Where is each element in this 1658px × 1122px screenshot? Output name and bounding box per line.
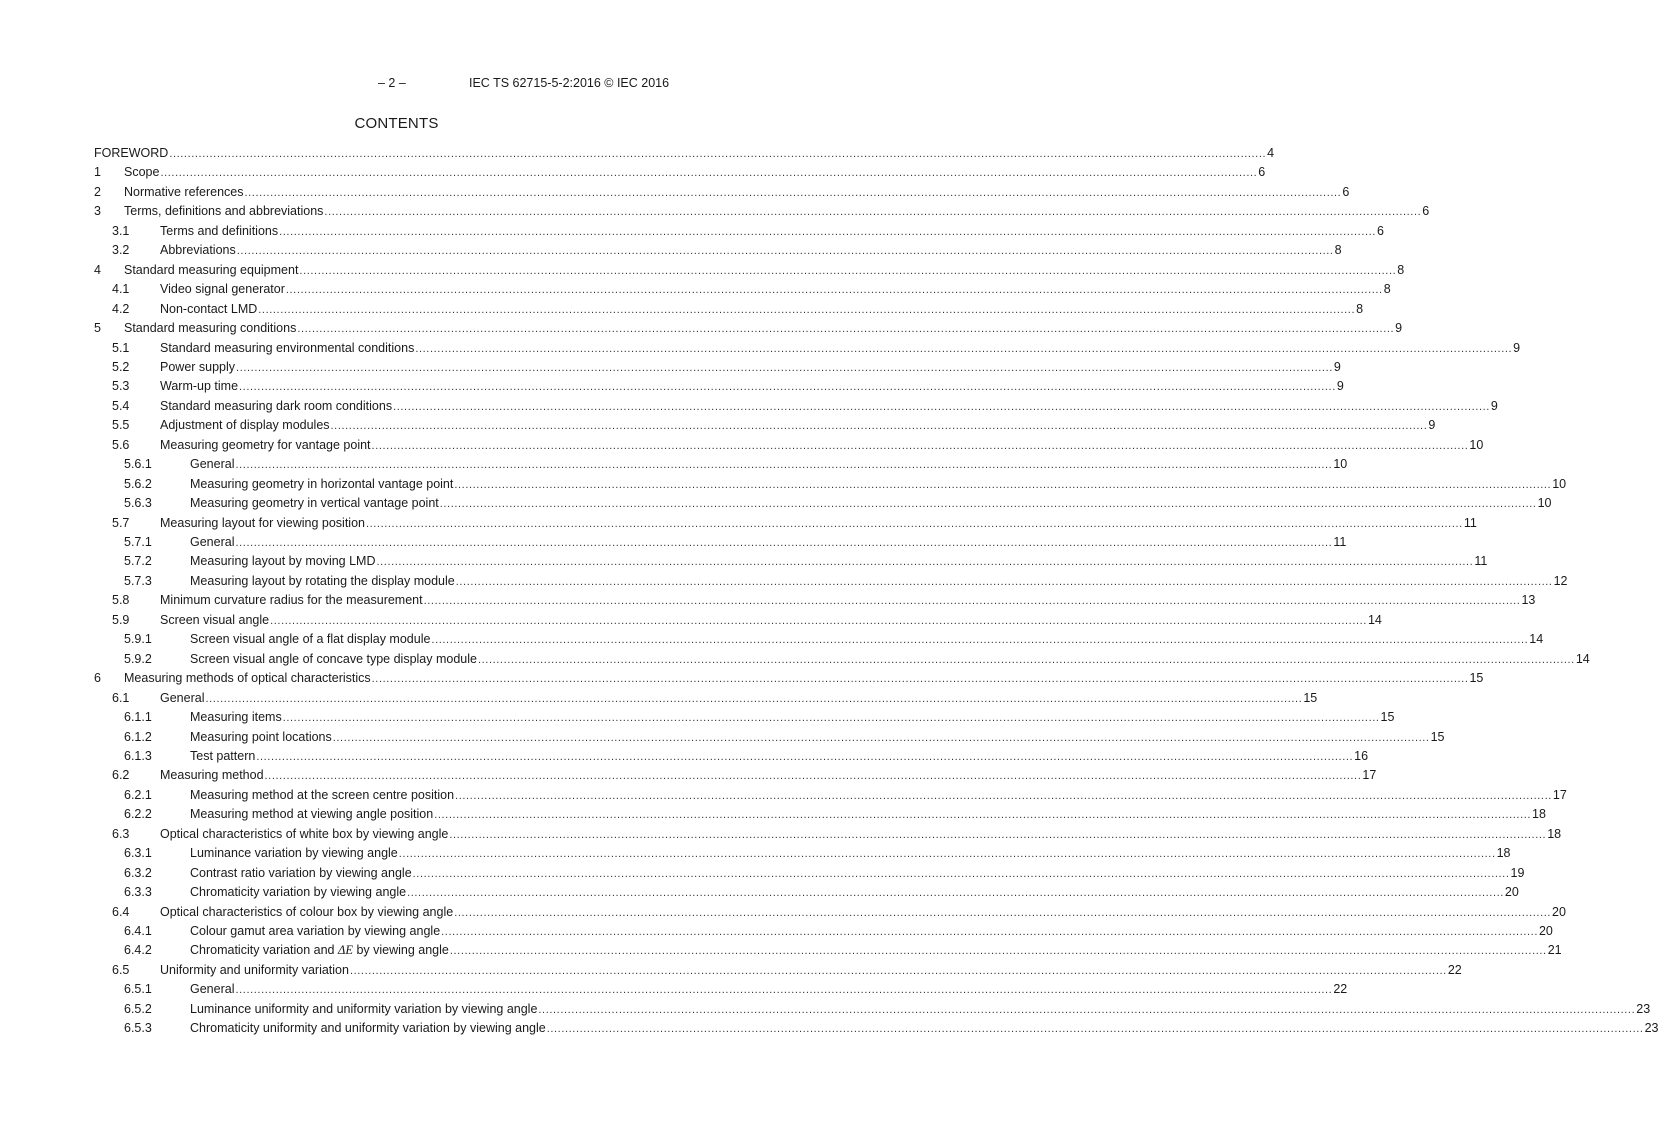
dot-leader: ............................................................................................................................................................................................................................................................................................................ [439, 498, 1537, 511]
toc-entry-page: 6 [1376, 223, 1384, 238]
document-identifier: IEC TS 62715-5-2:2016 © IEC 2016 [469, 76, 670, 90]
toc-entry-number: 5.6 [112, 437, 130, 452]
toc-entry-number: 4.2 [112, 301, 130, 316]
dot-leader: ............................................................................................................................................................................................................................................................................................................ [235, 537, 1333, 549]
toc-entry-title: Scope [124, 165, 160, 180]
page-number: – 2 – [378, 76, 406, 90]
dot-leader: ............................................................................................................................................................................................................................................................................................................ [264, 770, 1362, 783]
dot-leader: ............................................................................................................................................................................................................................................................................................................ [376, 556, 1474, 569]
dot-leader: ............................................................................................................................................................................................................................................................................................................ [371, 673, 1469, 686]
toc-entry-title: FOREWORD [94, 146, 169, 160]
toc-entry-page: 8 [1356, 301, 1364, 316]
dot-leader: ............................................................................................................................................................................................................................................................................................................ [299, 264, 1397, 277]
dot-leader: ............................................................................................................................................................................................................................................................................................................ [282, 712, 1380, 724]
toc-entry[interactable] [0, 222, 1384, 240]
toc-entry[interactable] [0, 786, 1567, 804]
toc-entry[interactable] [0, 689, 1318, 707]
toc-entry-page: 9 [1513, 340, 1521, 355]
toc-entry-title: Measuring method at viewing angle position [190, 807, 434, 822]
toc-entry-title: Standard measuring environmental conditions [160, 340, 415, 355]
toc-entry[interactable] [0, 611, 1382, 629]
dot-leader: ............................................................................................................................................................................................................................................................................................................ [455, 789, 1552, 802]
contents-heading: CONTENTS [354, 115, 439, 132]
toc-entry-number: 4 [94, 262, 101, 277]
toc-entry-number: 5.9.1 [124, 632, 152, 647]
toc-entry-page: 9 [1428, 418, 1436, 433]
toc-entry-title: Measuring methods of optical characteristics [124, 671, 371, 686]
dot-leader: ............................................................................................................................................................................................................................................................................................................ [332, 731, 1430, 744]
toc-entry-number: 5.3 [112, 379, 130, 394]
dot-leader: ............................................................................................................................................................................................................................................................................................................ [236, 245, 1334, 258]
toc-entry-number: 5.5 [112, 418, 130, 433]
toc-entry-number: 6.5.3 [124, 1021, 152, 1036]
toc-entry-page: 21 [1547, 943, 1562, 958]
toc-entry-number: 5.8 [112, 593, 130, 608]
toc-entry-title: Contrast ratio variation by viewing angle [190, 865, 412, 880]
toc-entry-title: Standard measuring dark room conditions [160, 398, 393, 413]
toc-entry-title: General [190, 535, 235, 549]
dot-leader: ............................................................................................................................................................................................................................................................................................................ [244, 186, 1342, 199]
toc-entry-number: 5 [94, 321, 101, 335]
toc-entry-number: 6.5.2 [124, 1001, 152, 1016]
toc-entry-page: 8 [1397, 262, 1405, 277]
toc-entry-number: 6.3 [112, 826, 130, 841]
dot-leader: ............................................................................................................................................................................................................................................................................................................ [205, 692, 1303, 705]
toc-entry[interactable] [0, 805, 1546, 823]
dot-leader: ............................................................................................................................................................................................................................................................................................................ [455, 575, 1553, 588]
toc-entry-title: Terms, definitions and abbreviations [124, 204, 324, 219]
toc-entry-number: 6.2.2 [124, 807, 152, 822]
toc-entry[interactable] [0, 1019, 1658, 1037]
dot-leader: ............................................................................................................................................................................................................................................................................................................ [434, 809, 1532, 822]
toc-entry[interactable] [0, 922, 1553, 940]
toc-entry[interactable] [0, 533, 1347, 551]
toc-entry-page: 10 [1552, 476, 1567, 491]
toc-entry-number: 6.4.1 [124, 924, 152, 938]
toc-entry[interactable] [0, 300, 1364, 318]
toc-entry-page: 14 [1575, 651, 1590, 666]
toc-entry[interactable] [0, 494, 1552, 512]
dot-leader: ............................................................................................................................................................................................................................................................................................................ [324, 206, 1422, 219]
toc-entry-title: Warm-up time [160, 379, 239, 394]
toc-entry[interactable] [0, 358, 1341, 376]
dot-leader: ............................................................................................................................................................................................................................................................................................................ [169, 148, 1267, 160]
dot-leader: ............................................................................................................................................................................................................................................................................................................ [256, 750, 1354, 763]
toc-entry[interactable] [0, 436, 1484, 454]
dot-leader: ............................................................................................................................................................................................................................................................................................................ [160, 167, 1258, 180]
toc-entry-title: Measuring layout by moving LMD [190, 554, 376, 569]
dot-leader: ............................................................................................................................................................................................................................................................................................................ [279, 225, 1376, 238]
toc-entry[interactable] [0, 572, 1568, 590]
toc-entry-number: 3.1 [112, 223, 130, 238]
dot-leader: ............................................................................................................................................................................................................................................................................................................ [415, 342, 1513, 355]
dot-leader: ............................................................................................................................................................................................................................................................................................................ [239, 381, 1336, 394]
toc-entry-title: Measuring method [160, 768, 264, 783]
toc-entry[interactable] [0, 183, 1350, 201]
toc-entry[interactable] [0, 377, 1344, 395]
toc-entry[interactable] [0, 708, 1395, 726]
toc-entry[interactable] [0, 144, 1275, 162]
toc-entry-page: 11 [1474, 554, 1488, 569]
toc-entry-number: 5.6.3 [124, 496, 152, 511]
toc-entry-page: 20 [1538, 924, 1553, 938]
toc-entry-title: Chromaticity variation by viewing angle [190, 885, 407, 900]
toc-entry-page: 4 [1267, 146, 1275, 160]
toc-entry-number: 6.3.1 [124, 846, 152, 861]
toc-entry-page: 23 [1644, 1021, 1658, 1036]
toc-entry-number: 3 [94, 204, 101, 219]
dot-leader: ............................................................................................................................................................................................................................................................................................................ [412, 867, 1510, 880]
toc-entry[interactable] [0, 883, 1519, 901]
toc-entry-number: 5.9.2 [124, 651, 152, 666]
toc-entry-title: Standard measuring conditions [124, 321, 297, 335]
toc-entry-title: Standard measuring equipment [124, 262, 299, 277]
toc-entry-page: 6 [1422, 204, 1430, 219]
toc-entry-page: 8 [1334, 243, 1342, 258]
toc-entry-page: 11 [1463, 515, 1477, 530]
dot-leader: ............................................................................................................................................................................................................................................................................................................ [407, 887, 1504, 900]
toc-entry-number: 5.2 [112, 359, 130, 374]
dot-leader: ............................................................................................................................................................................................................................................................................................................ [365, 517, 1463, 530]
toc-entry-number: 6.5 [112, 962, 130, 977]
toc-entry-page: 18 [1496, 846, 1511, 861]
dot-leader: ............................................................................................................................................................................................................................................................................................................ [236, 361, 1333, 374]
dot-leader: ............................................................................................................................................................................................................................................................................................................ [441, 926, 1538, 938]
toc-entry-page: 22 [1333, 982, 1348, 997]
toc-entry[interactable] [0, 1000, 1651, 1018]
toc-entry-number: 6.2 [112, 768, 130, 783]
toc-entry-title: Adjustment of display modules [160, 418, 330, 433]
toc-entry-number: 6.1.1 [124, 710, 152, 724]
toc-entry-title: Luminance uniformity and uniformity variation by viewing angle [190, 1001, 538, 1016]
toc-entry-number: 2 [94, 184, 101, 199]
toc-entry-number: 6.3.3 [124, 885, 152, 900]
toc-entry-page: 20 [1504, 885, 1519, 900]
toc-entry-page: 16 [1354, 748, 1369, 763]
toc-entry-title: Measuring method at the screen centre position [190, 787, 455, 802]
dot-leader: ............................................................................................................................................................................................................................................................................................................ [297, 323, 1395, 335]
toc-entry-page: 10 [1537, 496, 1552, 511]
toc-entry-title: Power supply [160, 359, 236, 374]
dot-leader: ............................................................................................................................................................................................................................................................................................................ [538, 1003, 1636, 1016]
toc-entry-number: 5.6.1 [124, 457, 152, 472]
toc-entry-title: Abbreviations [160, 243, 236, 258]
toc-entry-title: Measuring items [190, 710, 282, 724]
toc-entry-page: 14 [1367, 612, 1382, 627]
toc-entry[interactable] [0, 980, 1348, 998]
toc-entry[interactable] [0, 591, 1536, 609]
delta-e-symbol: ΔE [337, 943, 353, 958]
toc-entry-number: 6.5.1 [124, 982, 152, 997]
toc-entry-page: 6 [1258, 165, 1266, 180]
toc-entry[interactable] [0, 163, 1266, 181]
dot-leader: ............................................................................................................................................................................................................................................................................................................ [371, 439, 1469, 452]
toc-entry-page: 14 [1529, 632, 1544, 647]
toc-entry[interactable] [0, 766, 1377, 784]
toc-entry-number: 5.9 [112, 612, 130, 627]
toc-entry-title: Measuring geometry for vantage point [160, 437, 371, 452]
toc-entry-title: General [190, 982, 235, 997]
toc-entry[interactable] [0, 455, 1348, 473]
toc-entry-title: General [160, 690, 205, 705]
toc-entry-title: Uniformity and uniformity variation [160, 962, 349, 977]
toc-entry-page: 11 [1333, 535, 1347, 549]
dot-leader: ............................................................................................................................................................................................................................................................................................................ [349, 964, 1447, 977]
toc-entry[interactable] [0, 747, 1369, 765]
toc-entry-title: Measuring geometry in vertical vantage point [190, 496, 439, 511]
toc-entry-title: Terms and definitions [160, 223, 279, 238]
toc-entry-number: 3.2 [112, 243, 130, 258]
toc-entry-number: 6.2.1 [124, 787, 152, 802]
toc-entry[interactable] [0, 280, 1391, 298]
toc-entry[interactable] [0, 261, 1405, 279]
toc-entry-title: Luminance variation by viewing angle [190, 846, 398, 861]
toc-entry-title: Non-contact LMD [160, 301, 258, 316]
dot-leader: ............................................................................................................................................................................................................................................................................................................ [235, 459, 1333, 472]
toc-entry-page: 8 [1383, 282, 1391, 297]
toc-entry[interactable] [0, 202, 1430, 220]
toc-entry-page: 10 [1469, 437, 1484, 452]
toc-entry-page: 22 [1447, 962, 1462, 977]
toc-entry-title: Screen visual angle of concave type display module [190, 651, 477, 666]
dot-leader: ............................................................................................................................................................................................................................................................................................................ [477, 653, 1575, 666]
toc-entry[interactable] [0, 514, 1477, 532]
dot-leader: ............................................................................................................................................................................................................................................................................................................ [330, 420, 1428, 433]
toc-entry[interactable] [0, 241, 1342, 259]
toc-entry-title: Chromaticity uniformity and uniformity variation by viewing angle [190, 1021, 546, 1036]
toc-entry-title: Video signal generator [160, 282, 285, 297]
toc-entry-number: 6.1.2 [124, 729, 152, 744]
dot-leader: ............................................................................................................................................................................................................................................................................................................ [454, 906, 1552, 919]
toc-entry-number: 5.7.2 [124, 554, 152, 569]
toc-entry-title: Test pattern [190, 748, 256, 763]
toc-entry-page: 17 [1552, 787, 1567, 802]
toc-entry-number: 1 [94, 165, 101, 180]
toc-entry[interactable] [0, 339, 1521, 357]
toc-entry-page: 13 [1521, 593, 1536, 608]
toc-entry-number: 6.4 [112, 904, 130, 919]
toc-entry-page: 23 [1636, 1001, 1651, 1016]
toc-entry[interactable] [0, 728, 1445, 746]
dot-leader: ............................................................................................................................................................................................................................................................................................................ [270, 614, 1367, 627]
toc-entry-title: General [190, 457, 235, 472]
toc-entry-number: 5.4 [112, 398, 130, 413]
toc-entry-title: Minimum curvature radius for the measurement [160, 593, 423, 608]
toc-entry-number: 4.1 [112, 282, 130, 297]
dot-leader: ............................................................................................................................................................................................................................................................................................................ [398, 848, 1496, 861]
toc-entry[interactable] [0, 650, 1590, 668]
toc-entry-page: 9 [1336, 379, 1344, 394]
toc-entry[interactable] [0, 319, 1403, 337]
dot-leader: ............................................................................................................................................................................................................................................................................................................ [235, 984, 1333, 997]
toc-entry-page: 20 [1552, 904, 1566, 919]
toc-entry-title: Colour gamut area variation by viewing angle [190, 924, 441, 938]
toc-entry-title: Measuring geometry in horizontal vantage point [190, 476, 454, 491]
toc-entry-page: 18 [1532, 807, 1546, 822]
toc-entry-title: Chromaticity variation and ΔE by viewing angle [190, 943, 449, 958]
toc-entry[interactable] [0, 903, 1566, 921]
toc-entry-number: 6.1.3 [124, 748, 152, 763]
dot-leader: ............................................................................................................................................................................................................................................................................................................ [454, 478, 1552, 491]
toc-entry-page: 10 [1333, 457, 1348, 472]
toc-entry-page: 6 [1342, 184, 1350, 199]
toc-entry-number: 6.4.2 [124, 943, 152, 958]
toc-entry-page: 19 [1510, 865, 1525, 880]
dot-leader: ............................................................................................................................................................................................................................................................................................................ [258, 303, 1356, 316]
toc-entry[interactable] [0, 844, 1511, 862]
toc-entry-page: 15 [1430, 729, 1445, 744]
toc-entry-number: 5.1 [112, 340, 130, 355]
toc-entry[interactable] [0, 552, 1488, 570]
toc-entry-page: 15 [1380, 710, 1395, 724]
toc-entry[interactable] [0, 397, 1498, 415]
toc-entry-number: 6.1 [112, 690, 130, 705]
toc-entry-page: 15 [1469, 671, 1484, 686]
toc-entry-page: 9 [1333, 359, 1341, 374]
toc-entry[interactable] [0, 961, 1462, 979]
toc-entry[interactable] [0, 416, 1436, 434]
toc-entry[interactable] [0, 669, 1484, 687]
toc-entry-page: 12 [1553, 573, 1568, 588]
dot-leader: ............................................................................................................................................................................................................................................................................................................ [393, 400, 1490, 413]
toc-entry-number: 5.6.2 [124, 476, 152, 491]
toc-entry-title: Measuring point locations [190, 729, 332, 744]
toc-entry[interactable] [0, 475, 1567, 493]
dot-leader: ............................................................................................................................................................................................................................................................................................................ [423, 595, 1521, 608]
toc-entry-page: 15 [1303, 690, 1318, 705]
toc-entry-title: Measuring layout by rotating the display module [190, 573, 455, 588]
toc-entry-number: 6 [94, 671, 101, 686]
toc-entry[interactable] [0, 825, 1562, 843]
page-header [0, 76, 793, 92]
toc-entry-title: Optical characteristics of colour box by viewing angle [160, 904, 454, 919]
toc-entry-page: 9 [1395, 321, 1403, 335]
toc-entry-number: 5.7.3 [124, 573, 152, 588]
dot-leader: ............................................................................................................................................................................................................................................................................................................ [431, 634, 1529, 647]
toc-entry-title: Optical characteristics of white box by viewing angle [160, 826, 449, 841]
toc-entry-page: 9 [1490, 398, 1498, 413]
toc-entry[interactable] [0, 864, 1525, 882]
toc-entry-number: 5.7.1 [124, 535, 152, 549]
dot-leader: ............................................................................................................................................................................................................................................................................................................ [449, 828, 1547, 841]
toc-entry-title: Screen visual angle [160, 612, 270, 627]
toc-entry-number: 6.3.2 [124, 865, 152, 880]
toc-entry-title: Screen visual angle of a flat display module [190, 632, 431, 647]
toc-entry-title: Normative references [124, 184, 244, 199]
toc-entry-number: 5.7 [112, 515, 130, 530]
dot-leader: ............................................................................................................................................................................................................................................................................................................ [449, 945, 1547, 958]
toc-entry-page: 17 [1362, 768, 1377, 783]
toc-entry[interactable] [0, 941, 1562, 959]
toc-entry-title: Measuring layout for viewing position [160, 515, 365, 530]
toc-entry[interactable] [0, 630, 1544, 648]
toc-entry-page: 18 [1547, 826, 1562, 841]
dot-leader: ............................................................................................................................................................................................................................................................................................................ [285, 284, 1383, 297]
dot-leader: ............................................................................................................................................................................................................................................................................................................ [546, 1023, 1644, 1036]
